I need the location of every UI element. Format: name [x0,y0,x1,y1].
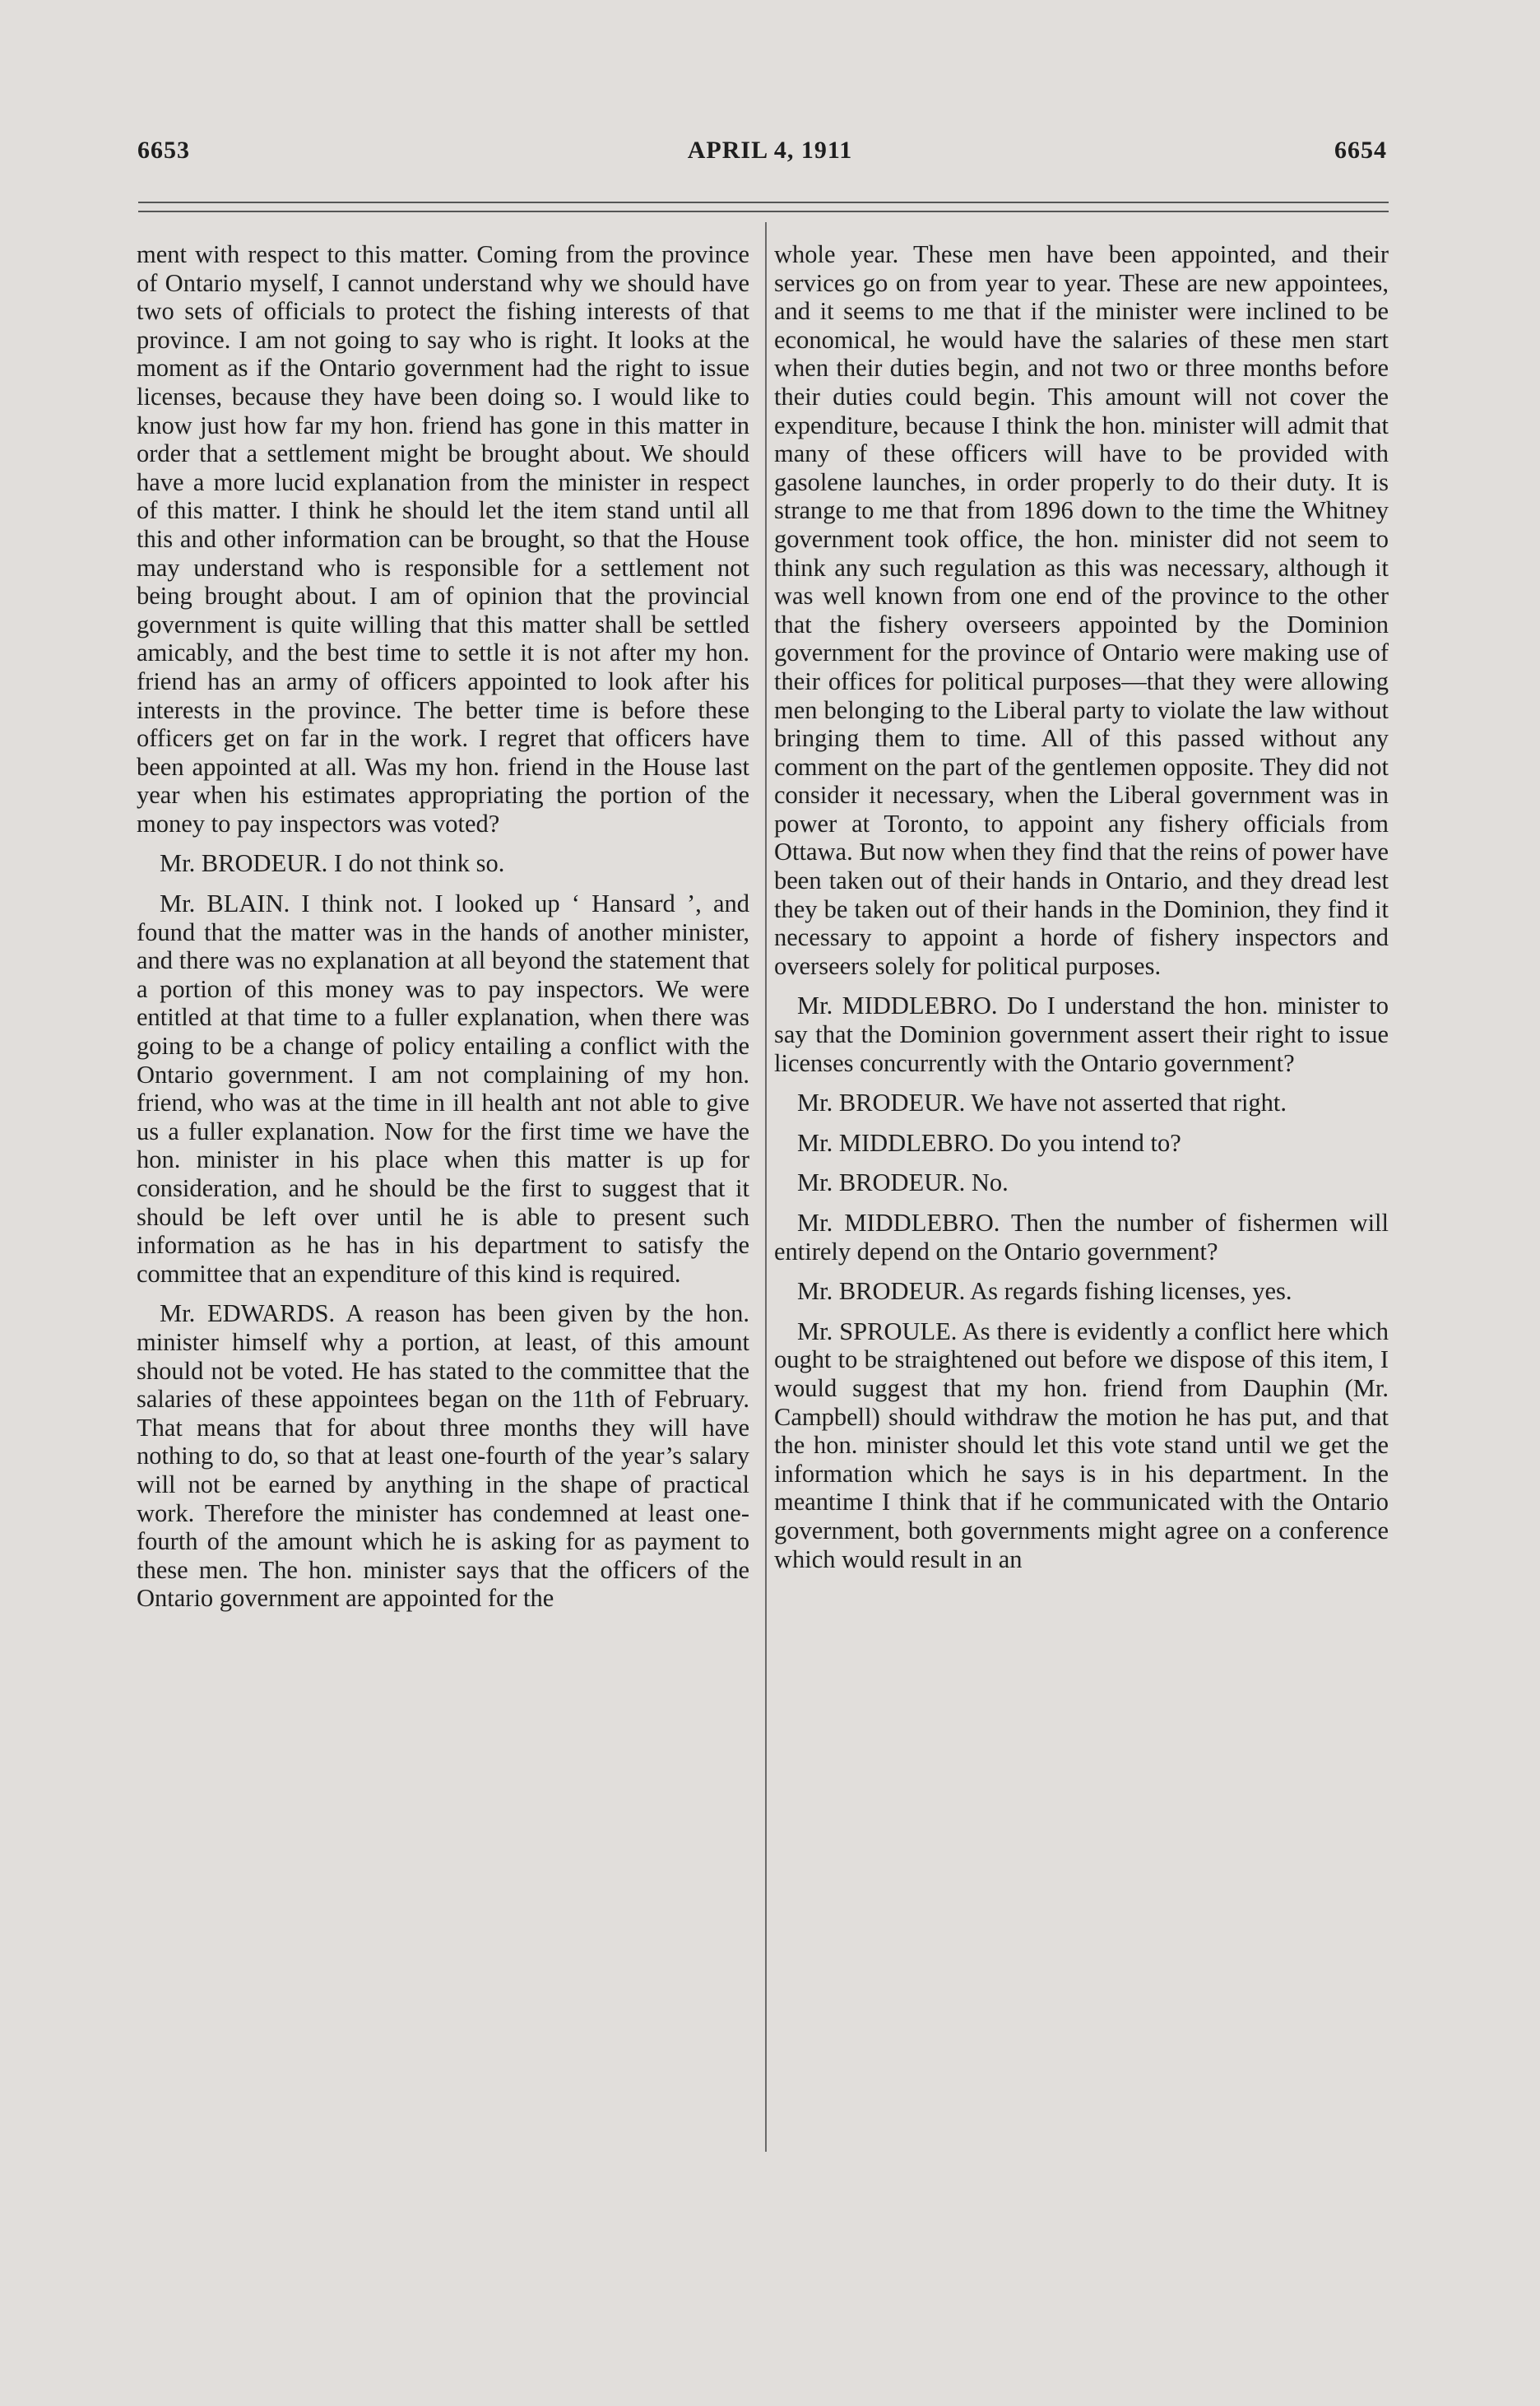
left-page-number: 6653 [137,137,190,164]
paragraph: whole year. These men have been appointed, and their services go on from year to year. These are new appointees, and it seems to me that if the minister were inclined to be economical, he would have the salaries of these men start when their duties begin, and not two or three months before their duties could begin. This amount will not cover the expenditure, because I think the hon. minister will admit that many of these officers will have to be provided with gasolene launches, in order properly to do their duty. It is strange to me that from 1896 down to the time the Whitney government took office, the hon. minister did not seem to think any such regulation as this was necessary, although it was well known from one end of the province to the other that the fishery overseers appointed by the Dominion government for the province of Ontario were making use of their offices for political purposes—that they were allowing men belonging to the Liberal party to violate the law without bringing them to time. All of this passed without any comment on the part of the gentlemen opposite. They did not consider it necessary, when the Liberal government was in power at Toronto, to appoint any fishery officials from Ottawa. But now when they find that the reins of power have been taken out of their hands in Ontario, and they dread lest they be taken out of their hands in the Dominion, they find it necessary to appoint a horde of fishery inspectors and overseers solely for political purposes. [774,240,1389,980]
left-column [137,240,749,2158]
right-column [774,240,1389,2158]
speaker-paragraph: Mr. MIDDLEBRO. Do I understand the hon. minister to say that the Dominion government assert their right to issue licenses concurrently with the Ontario government? [774,992,1389,1077]
paragraph: ment with respect to this matter. Coming from the province of Ontario myself, I cannot understand why we should have two sets of officials to protect the fishing interests of that province. I am not going to say who is right. It looks at the moment as if the Ontario government had the right to issue licenses, because they have been doing so. I would like to know just how far my hon. friend has gone in this matter in order that a settlement might be brought about. We should have a more lucid explanation from the minister in respect of this matter. I think he should let the item stand until all this and other information can be brought, so that the House may understand who is responsible for a settlement not being brought about. I am of opinion that the provincial government is quite willing that this matter shall be settled amicably, and the best time to settle it is not after my hon. friend has an army of officers appointed to look after his interests in the province. The better time is before these officers get on far in the work. I regret that officers have been appointed at all. Was my hon. friend in the House last year when his estimates appropriating the portion of the money to pay inspectors was voted? [137,240,749,838]
speaker-paragraph: Mr. BRODEUR. As regards fishing licenses, yes. [797,1277,1292,1306]
speaker-paragraph: Mr. MIDDLEBRO. Then the number of fishermen will entirely depend on the Ontario government? [774,1209,1389,1266]
speaker-paragraph: Mr. BRODEUR. No. [797,1168,1009,1197]
speaker-paragraph: Mr. BRODEUR. We have not asserted that right. [797,1089,1287,1117]
header-rule-bottom [138,211,1389,212]
speaker-paragraph: Mr. MIDDLEBRO. Do you intend to? [797,1128,1181,1157]
speaker-paragraph: Mr. BRODEUR. I do not think so. [160,849,505,878]
speaker-paragraph: Mr. EDWARDS. A reason has been given by the hon. minister himself why a portion, at least, of this amount should not be voted. He has stated to the committee that the salaries of these appointees began on the 11th of February. That means that for about three months they will have nothing to do, so that at least one-fourth of the year’s salary will not be earned by anything in the shape of practical work. Therefore the minister has condemned at least one-fourth of the amount which he is asking for as payment to these men. The hon. minister says that the officers of the Ontario government are appointed for the [137,1299,749,1613]
speaker-paragraph: Mr. SPROULE. As there is evidently a conflict here which ought to be straightened out before we dispose of this item, I would suggest that my hon. friend from Dauphin (Mr. Campbell) should withdraw the motion he has put, and that the hon. minister should let this vote stand until we get the information which he says is in his department. In the meantime I think that if he communicated with the Ontario government, both governments might agree on a conference which would result in an [774,1317,1389,1573]
page-header-date: APRIL 4, 1911 [687,137,853,164]
header-rule-top [138,202,1389,203]
speaker-paragraph: Mr. BLAIN. I think not. I looked up ‘ Hansard ’, and found that the matter was in the hands of another minister, and there was no explanation at all beyond the statement that a portion of this money was to pay inspectors. We were entitled at that time to a fuller explanation, when there was going to be a change of policy entailing a conflict with the Ontario government. I am not complaining of my hon. friend, who was at the time in ill health ant not able to give us a fuller explanation. Now for the first time we have the hon. minister in his place when this matter is up for consideration, and he should be the first to suggest that it should be left over until he is able to present such information as he has in his department to satisfy the committee that an expenditure of this kind is required. [137,889,749,1288]
right-page-number: 6654 [1334,137,1387,164]
column-divider [765,222,767,2152]
